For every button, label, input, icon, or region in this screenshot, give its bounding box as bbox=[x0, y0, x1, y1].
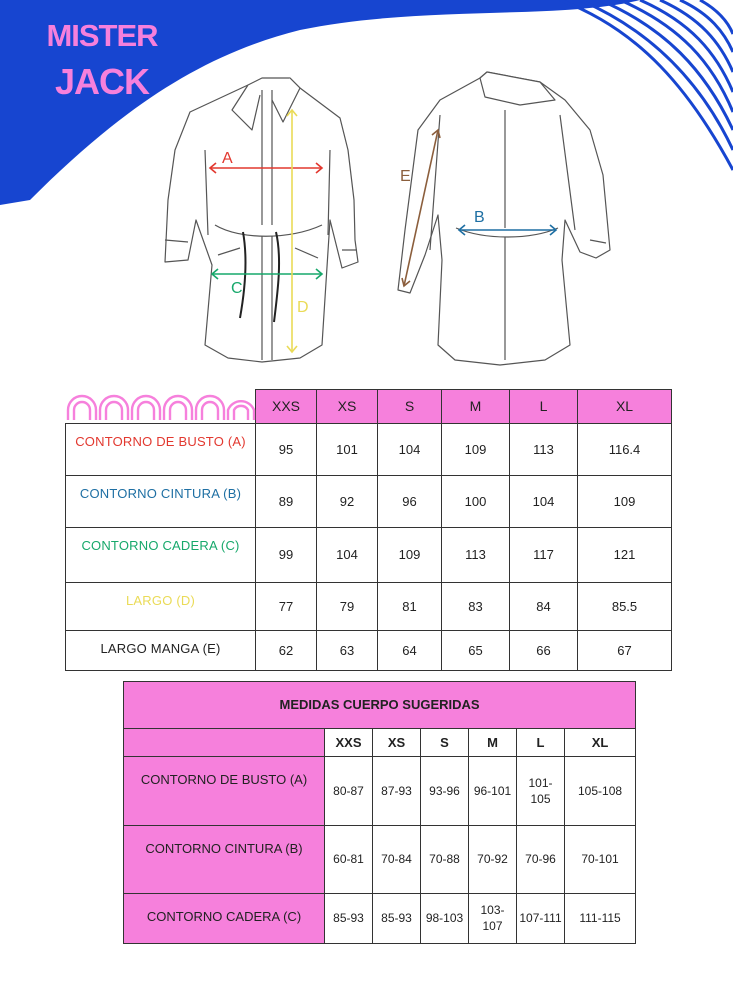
row-label-hip: CONTORNO CADERA (C) bbox=[124, 893, 325, 943]
cell: 104 bbox=[378, 423, 442, 475]
label-d: D bbox=[297, 299, 309, 316]
size-header: S bbox=[421, 729, 469, 757]
cell: 79 bbox=[317, 582, 378, 630]
cell: 113 bbox=[510, 423, 578, 475]
garment-size-table bbox=[65, 389, 672, 671]
cell: 64 bbox=[378, 630, 442, 670]
logo-line-1: MISTER bbox=[46, 18, 158, 53]
body-table-title-row bbox=[124, 682, 636, 729]
row-label-sleeve: LARGO MANGA (E) bbox=[66, 630, 256, 670]
size-header: XL bbox=[578, 390, 672, 424]
cell: 109 bbox=[442, 423, 510, 475]
size-header: XS bbox=[373, 729, 421, 757]
table-row bbox=[66, 423, 672, 475]
cell: 60-81 bbox=[325, 825, 373, 893]
body-table-title: MEDIDAS CUERPO SUGERIDAS bbox=[124, 682, 636, 729]
cell: 93-96 bbox=[421, 757, 469, 825]
cell: 63 bbox=[317, 630, 378, 670]
header-spacer bbox=[124, 729, 325, 757]
row-label-bust: CONTORNO DE BUSTO (A) bbox=[66, 423, 256, 475]
front-coat bbox=[165, 78, 358, 362]
size-header: M bbox=[469, 729, 517, 757]
row-label-waist: CONTORNO CINTURA (B) bbox=[124, 825, 325, 893]
size-header: XS bbox=[317, 390, 378, 424]
row-label-bust: CONTORNO DE BUSTO (A) bbox=[124, 757, 325, 825]
arches-decoration bbox=[66, 390, 256, 424]
size-header: L bbox=[510, 390, 578, 424]
label-c: C bbox=[231, 280, 243, 297]
table-row bbox=[66, 527, 672, 582]
body-header-row bbox=[124, 729, 636, 757]
label-e: E bbox=[400, 168, 411, 185]
garment-header-row bbox=[66, 390, 672, 424]
cell: 104 bbox=[510, 475, 578, 527]
row-label-waist: CONTORNO CINTURA (B) bbox=[66, 475, 256, 527]
cell: 85-93 bbox=[325, 893, 373, 943]
size-header: L bbox=[517, 729, 565, 757]
size-header: M bbox=[442, 390, 510, 424]
table-row bbox=[124, 893, 636, 943]
cell: 117 bbox=[510, 527, 578, 582]
row-label-hip: CONTORNO CADERA (C) bbox=[66, 527, 256, 582]
cell: 100 bbox=[442, 475, 510, 527]
size-header: S bbox=[378, 390, 442, 424]
cell: 84 bbox=[510, 582, 578, 630]
table-row bbox=[124, 757, 636, 825]
cell: 66 bbox=[510, 630, 578, 670]
cell: 99 bbox=[256, 527, 317, 582]
cell: 109 bbox=[578, 475, 672, 527]
table-row bbox=[66, 630, 672, 670]
cell: 85.5 bbox=[578, 582, 672, 630]
cell: 109 bbox=[378, 527, 442, 582]
cell: 70-96 bbox=[517, 825, 565, 893]
table-row bbox=[124, 825, 636, 893]
cell: 92 bbox=[317, 475, 378, 527]
cell: 85-93 bbox=[373, 893, 421, 943]
cell: 96 bbox=[378, 475, 442, 527]
size-header: XXS bbox=[256, 390, 317, 424]
cell: 95 bbox=[256, 423, 317, 475]
cell: 107-111 bbox=[517, 893, 565, 943]
cell: 70-84 bbox=[373, 825, 421, 893]
row-label-length: LARGO (D) bbox=[66, 582, 256, 630]
cell: 67 bbox=[578, 630, 672, 670]
cell: 70-88 bbox=[421, 825, 469, 893]
cell: 98-103 bbox=[421, 893, 469, 943]
cell: 65 bbox=[442, 630, 510, 670]
cell: 83 bbox=[442, 582, 510, 630]
cell: 81 bbox=[378, 582, 442, 630]
cell: 113 bbox=[442, 527, 510, 582]
label-b: B bbox=[474, 209, 485, 226]
table-row bbox=[66, 475, 672, 527]
label-a: A bbox=[222, 150, 233, 167]
cell: 70-101 bbox=[565, 825, 636, 893]
cell: 70-92 bbox=[469, 825, 517, 893]
cell: 101 bbox=[317, 423, 378, 475]
cell: 121 bbox=[578, 527, 672, 582]
cell: 80-87 bbox=[325, 757, 373, 825]
cell: 87-93 bbox=[373, 757, 421, 825]
size-header: XL bbox=[565, 729, 636, 757]
size-header: XXS bbox=[325, 729, 373, 757]
cell: 104 bbox=[317, 527, 378, 582]
cell: 103- 107 bbox=[469, 893, 517, 943]
cell: 62 bbox=[256, 630, 317, 670]
back-coat bbox=[398, 72, 610, 365]
cell: 96-101 bbox=[469, 757, 517, 825]
cell: 105-108 bbox=[565, 757, 636, 825]
coat-diagram bbox=[0, 60, 733, 380]
table-row bbox=[66, 582, 672, 630]
cell: 111-115 bbox=[565, 893, 636, 943]
body-size-table bbox=[123, 681, 636, 944]
cell: 89 bbox=[256, 475, 317, 527]
cell: 116.4 bbox=[578, 423, 672, 475]
cell: 77 bbox=[256, 582, 317, 630]
logo-line-2: JACK bbox=[54, 61, 150, 102]
cell: 101- 105 bbox=[517, 757, 565, 825]
